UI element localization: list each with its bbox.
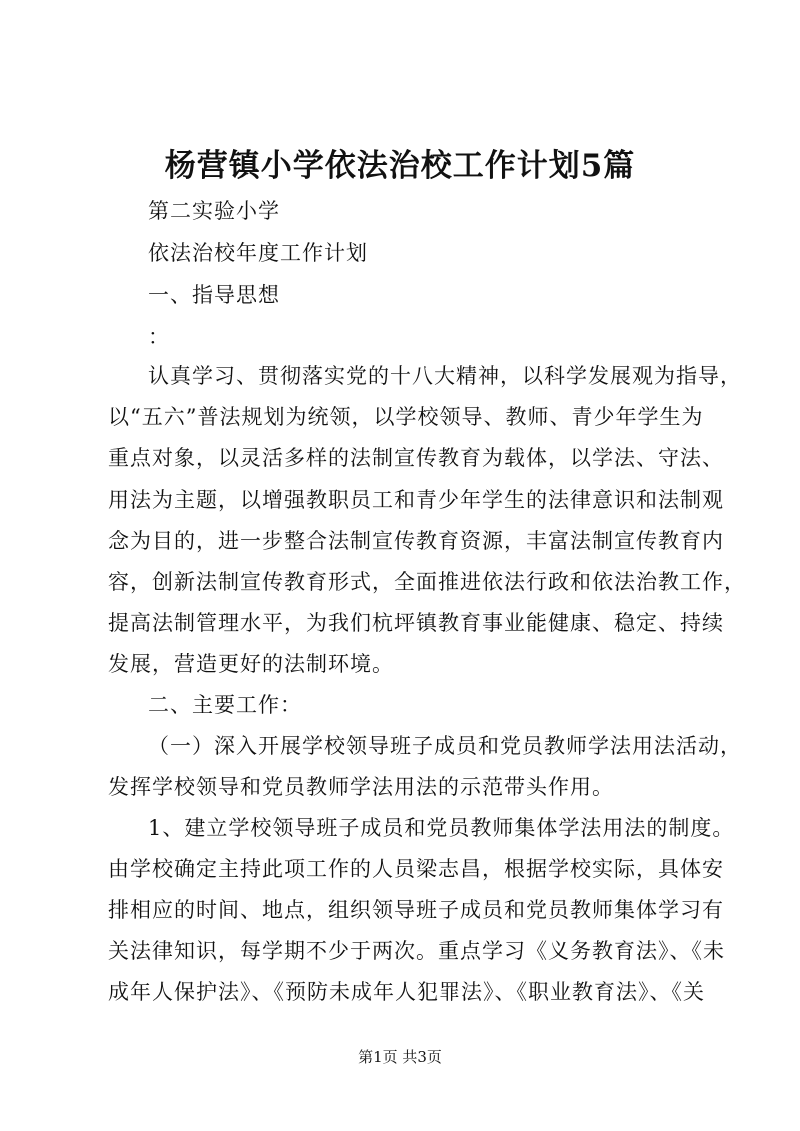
section-heading: 二、主要工作： bbox=[148, 693, 302, 717]
paragraph-line: （一）深入开展学校领导班子成员和党员教师学法用法活动， bbox=[148, 734, 742, 758]
text-line: 一、指导思想 bbox=[148, 283, 280, 307]
paragraph-line: 以“五六”普法规划为统领，以学校领导、教师、青少年学生为 bbox=[108, 405, 704, 429]
paragraph-line: 容，创新法制宣传教育形式，全面推进依法行政和依法治教工作， bbox=[108, 570, 746, 594]
page-footer: 第1页 共3页 bbox=[358, 1048, 442, 1066]
text-line: ： bbox=[148, 325, 170, 349]
paragraph-line: 发挥学校领导和党员教师学法用法的示范带头作用。 bbox=[108, 775, 614, 799]
paragraph-line: 用法为主题，以增强教职员工和青少年学生的法律意识和法制观 bbox=[108, 488, 724, 512]
paragraph-line: 由学校确定主持此项工作的人员梁志昌，根据学校实际，具体安 bbox=[108, 857, 724, 881]
paragraph-line: 重点对象，以灵活多样的法制宣传教育为载体，以学法、守法、 bbox=[108, 446, 724, 470]
text-line: 依法治校年度工作计划 bbox=[148, 241, 368, 265]
paragraph-line: 1、建立学校领导班子成员和党员教师集体学法用法的制度。 bbox=[148, 816, 735, 840]
paragraph-line: 排相应的时间、地点，组织领导班子成员和党员教师集体学习有 bbox=[108, 898, 724, 922]
document-title: 杨营镇小学依法治校工作计划5篇 bbox=[164, 148, 636, 184]
paragraph-line: 提高法制管理水平，为我们杭坪镇教育事业能健康、稳定、持续 bbox=[108, 611, 724, 635]
paragraph-line: 发展，营造更好的法制环境。 bbox=[108, 652, 394, 676]
paragraph-line: 念为目的，进一步整合法制宣传教育资源，丰富法制宣传教育内 bbox=[108, 529, 724, 553]
paragraph-line: 成年人保护法》、《预防未成年人犯罪法》、《职业教育法》、《关 bbox=[108, 980, 705, 1004]
paragraph-line: 认真学习、贯彻落实党的十八大精神，以科学发展观为指导， bbox=[148, 364, 742, 388]
text-line: 第二实验小学 bbox=[148, 199, 280, 223]
paragraph-line: 关法律知识，每学期不少于两次。重点学习《义务教育法》、《未 bbox=[108, 939, 725, 963]
